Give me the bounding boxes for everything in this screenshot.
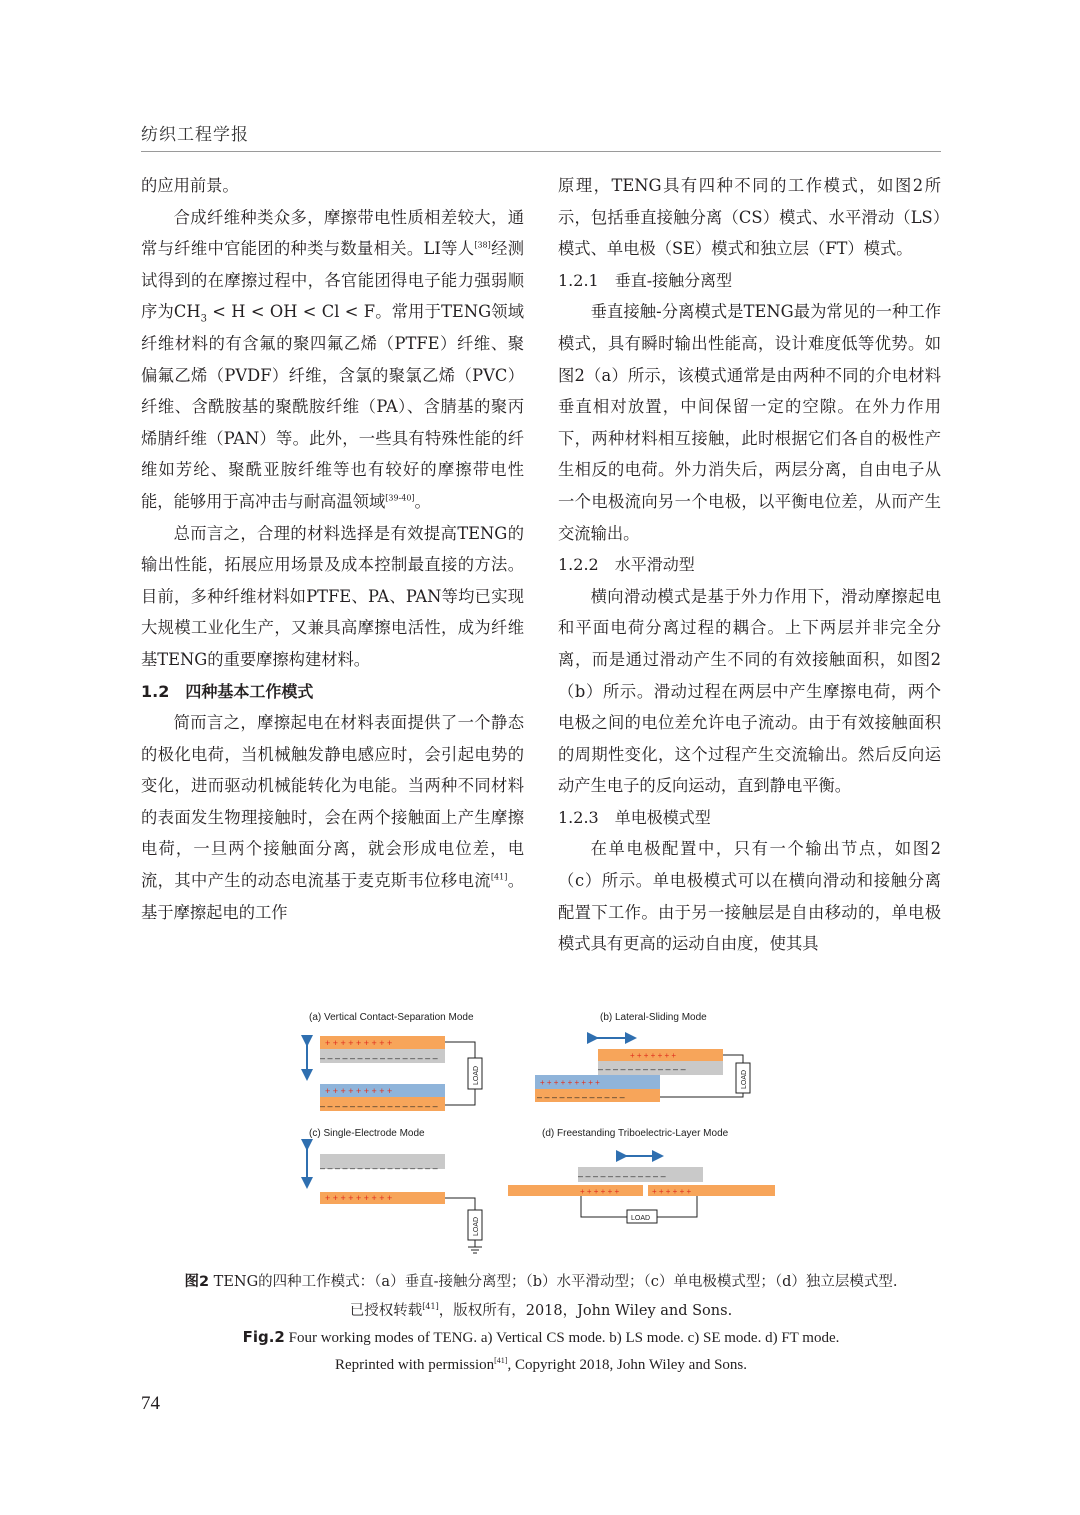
paragraph: 合成纤维种类众多，摩擦带电性质相差较大，通常与纤维中官能团的种类与数量相关。LI等人[38]经测试得到的在摩擦过程中，各官能团得电子能力强弱顺序为$CH_3 < H$ < OH < Cl < F。常用于TENG领域纤维材料的有含氟的聚四氟乙烯（PTFE）纤维、聚偏氟乙烯（PVDF）纤维，含氯的聚氯乙烯（PVC）纤维、含酰胺基的聚酰胺纤维（PA）、含腈基的聚丙烯腈纤维（PAN）等。此外，一些具有特殊性能的纤维如芳纶、聚酰亚胺纤维等也有较好的摩擦带电性能，能够用于高冲击与耐高温领域[39-40]。 <box>141 207 524 511</box>
subsection-heading: 1.2.1 垂直-接触分离型 <box>558 270 733 290</box>
paragraph: 的应用前景。 <box>141 176 239 195</box>
figure-caption-en-line2: Reprinted with permission[41], Copyright 2018, John Wiley and Sons. <box>334 1356 748 1373</box>
figure-caption-en: Fig.2 Four working modes of TENG. a) Vertical CS mode. b) LS mode. c) SE mode. d) FT mode. <box>242 1328 840 1346</box>
left-column <box>141 170 524 928</box>
section-heading: 1.2 四种基本工作模式 <box>141 681 314 701</box>
load-label: LOAD <box>473 1065 480 1085</box>
right-column <box>558 170 941 960</box>
figure-caption-zh: 图2 TENG的四种工作模式：（a）垂直-接触分离型；（b）水平滑动型；（c）单电极模式型；（d）独立层模式型. <box>184 1274 898 1290</box>
header-rule <box>141 151 941 152</box>
minus-charges: – – – – – – – – – – – – – – – – <box>320 1163 438 1173</box>
journal-title: 纺织工程学报 <box>141 125 249 145</box>
panel-a <box>307 1012 482 1111</box>
subsection-heading: 1.2.3 单电极模式型 <box>558 807 711 827</box>
load-label: LOAD <box>741 1069 748 1089</box>
panel-b-label: (b) Lateral-Sliding Mode <box>600 1012 707 1023</box>
plus-charges: + + + + + + + + + <box>540 1078 600 1087</box>
paragraph: 简而言之，摩擦起电在材料表面提供了一个静态的极化电荷，当机械触发静电感应时，会引起电势的变化，进而驱动机械能转化为电能。当两种不同材料的表面发生物理接触时，会在两个接触面上产生摩擦电荷，一旦两个接触面分离，就会形成电位差，电流，其中产生的动态电流基于麦克斯韦位移电流[41]。基于摩擦起电的工作 <box>141 713 524 922</box>
plus-charges: + + + + + + + + + <box>325 1086 393 1096</box>
plus-charges: + + + + + + <box>580 1187 620 1196</box>
page-number: 74 <box>141 1393 160 1414</box>
figure-caption-zh-line2: 已授权转载[41]，版权所有，2018，John Wiley and Sons. <box>349 1302 733 1319</box>
paragraph: 总而言之，合理的材料选择是有效提高TENG的输出性能，拓展应用场景及成本控制最直接的方法。目前，多种纤维材料如PTFE、PA、PAN等均已实现大规模工业化生产，又兼具高摩擦电活性，成为纤维基TENG的重要摩擦构建材料。 <box>141 523 524 669</box>
citation: [41] <box>422 1302 439 1312</box>
panel-d-label: (d) Freestanding Triboelectric-Layer Mode <box>542 1128 729 1139</box>
subsection-heading: 1.2.2 水平滑动型 <box>558 555 695 575</box>
paragraph: 在单电极配置中，只有一个输出节点，如图2（c）所示。单电极模式可以在横向滑动和接触分离配置下工作。由于另一接触层是自由移动的，单电极模式具有更高的运动自由度，使其具 <box>558 839 941 954</box>
citation: [41] <box>490 872 508 882</box>
paragraph: 原理，TENG具有四种不同的工作模式，如图2所示，包括垂直接触分离（CS）模式、水平滑动（LS）模式、单电极（SE）模式和独立层（FT）模式。 <box>558 176 941 259</box>
citation: [38] <box>474 240 491 250</box>
paragraph: 横向滑动模式是基于外力作用下，滑动摩擦起电和平面电荷分离过程的耦合。上下两层并非完全分离，而是通过滑动产生不同的有效接触面积，如图2（b）所示。滑动过程在两层中产生摩擦电荷，两个电极之间的电位差允许电子流动。由于有效接触面积的周期性变化，这个过程产生交流输出。然后反向运动产生电子的反向运动，直到静电平衡。 <box>558 586 941 796</box>
minus-charges: – – – – – – – – – – – – <box>578 1171 666 1181</box>
minus-charges: – – – – – – – – – – – – – – – – <box>320 1101 438 1111</box>
panel-a-label: (a) Vertical Contact-Separation Mode <box>309 1012 474 1023</box>
teng-modes-figure <box>295 1005 785 1255</box>
panel-c <box>307 1128 482 1253</box>
citation: [41] <box>494 1356 508 1365</box>
load-label: LOAD <box>473 1216 480 1236</box>
minus-charges: – – – – – – – – – – – – <box>537 1092 625 1102</box>
plus-charges: + + + + + + + + + <box>325 1193 393 1203</box>
minus-charges: – – – – – – – – – – – – <box>598 1064 686 1074</box>
plus-charges: + + + + + + <box>652 1187 692 1196</box>
electrode-left <box>508 1185 643 1196</box>
minus-charges: – – – – – – – – – – – – – – – – <box>320 1053 438 1063</box>
panel-b <box>535 1012 750 1102</box>
load-label: LOAD <box>631 1215 651 1222</box>
plus-charges: + + + + + + + + + <box>325 1038 393 1048</box>
panel-d <box>508 1128 775 1223</box>
panel-c-label: (c) Single-Electrode Mode <box>309 1128 425 1139</box>
citation: [39-40] <box>385 493 415 503</box>
paragraph: 垂直接触-分离模式是TENG最为常见的一种工作模式，具有瞬时输出性能高，设计难度低等优势。如图2（a）所示，该模式通常是由两种不同的介电材料垂直相对放置，中间保留一定的空隙。在外力作用下，两种材料相互接触，此时根据它们各自的极性产生相反的电荷。外力消失后，两层分离，自由电子从一个电极流向另一个电极，以平衡电位差，从而产生交流输出。 <box>558 302 941 543</box>
plus-charges: + + + + + + + <box>630 1051 677 1060</box>
